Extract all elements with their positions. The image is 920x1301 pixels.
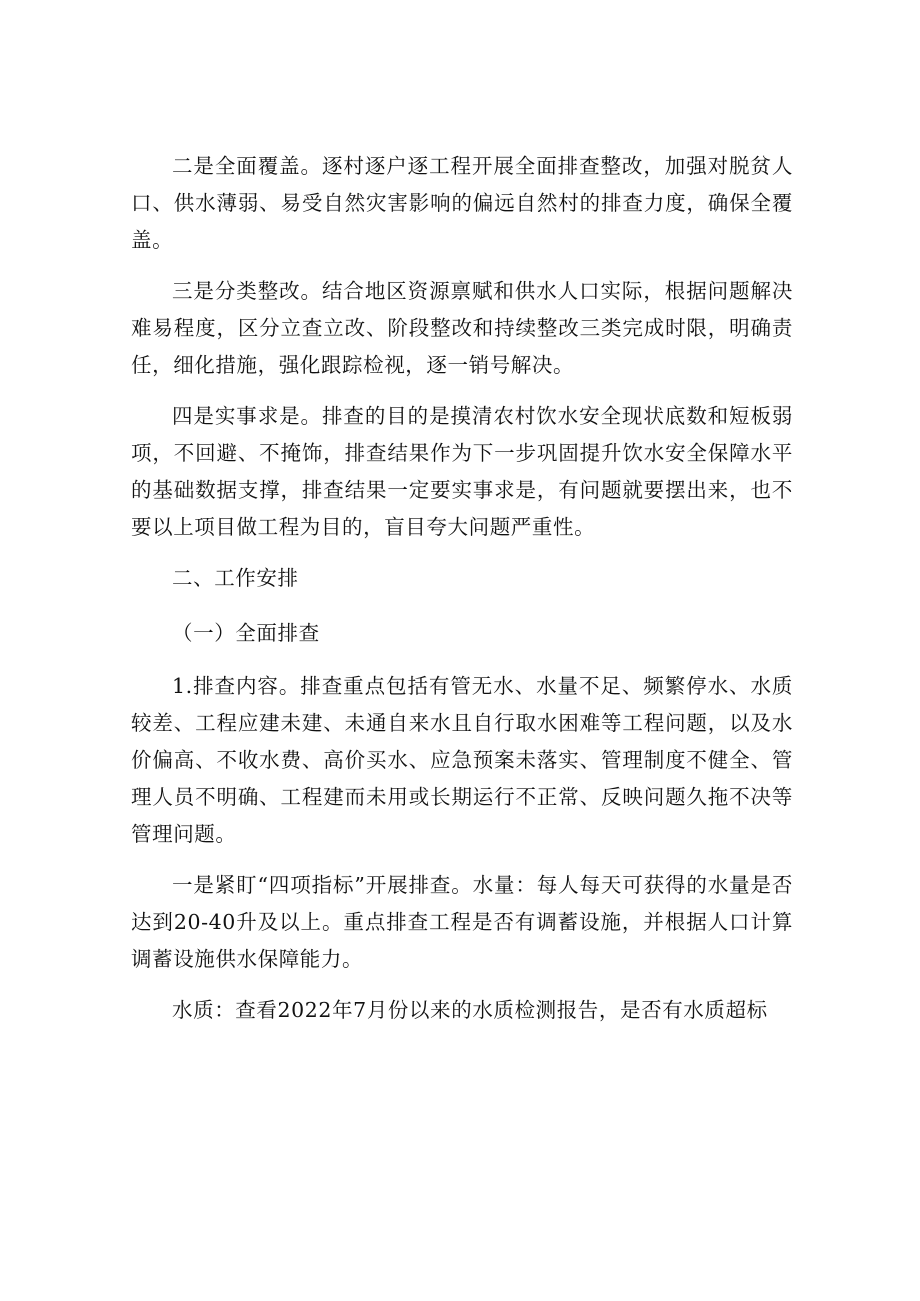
paragraph-classified-rectification: 三是分类整改。结合地区资源禀赋和供水人口实际，根据问题解决难易程度，区分立查立改、阶段整改和持续整改三类完成时限，明确责任，细化措施，强化跟踪检视，逐一销号解决。	[131, 279, 793, 377]
section-heading-work-arrangement: 二、工作安排	[172, 566, 299, 590]
paragraph-water-quality: 水质：查看2022年7月份以来的水质检测报告，是否有水质超标	[172, 998, 768, 1022]
paragraph-inspection-content: 1.排查内容。排查重点包括有管无水、水量不足、频繁停水、水质较差、工程应建未建、未通自来水且自行取水困难等工程问题，以及水价偏高、不收水费、高价买水、应急预案未落实、管理制度不健全、管理人员不明确、工程建而未用或长期运行不正常、反映问题久拖不决等管理问题。	[131, 674, 793, 846]
paragraph-seek-truth: 四是实事求是。排查的目的是摸清农村饮水安全现状底数和短板弱项，不回避、不掩饰，排查结果作为下一步巩固提升饮水安全保障水平的基础数据支撑，排查结果一定要实事求是，有问题就要摆出来，也不要以上项目做工程为目的，盲目夸大问题严重性。	[131, 404, 793, 539]
subsection-heading-full-inspection: （一）全面排查	[172, 621, 320, 645]
paragraph-four-indicators: 一是紧盯“四项指标”开展排查。水量：每人每天可获得的水量是否达到20-40升及以上。重点排查工程是否有调蓄设施，并根据人口计算调蓄设施供水保障能力。	[131, 873, 793, 971]
document-body	[131, 148, 793, 1043]
paragraph-full-coverage: 二是全面覆盖。逐村逐户逐工程开展全面排查整改，加强对脱贫人口、供水薄弱、易受自然灾害影响的偏远自然村的排查力度，确保全覆盖。	[131, 154, 793, 252]
